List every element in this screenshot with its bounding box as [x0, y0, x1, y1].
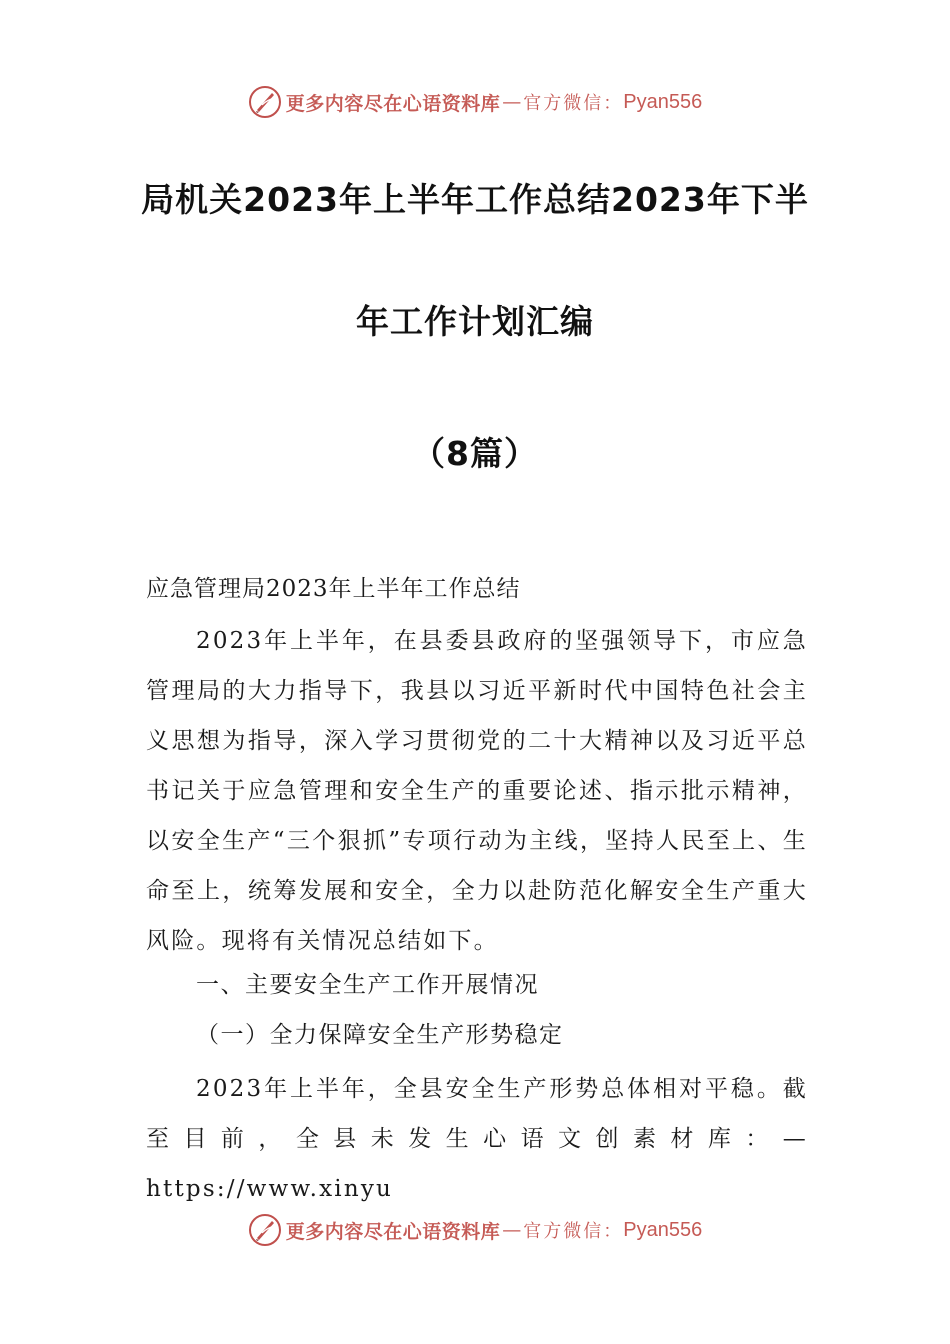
banner-separator: — — [502, 1219, 522, 1241]
header-watermark-banner — [0, 82, 950, 122]
banner-site-text: 更多内容尽在心语资料库 — [285, 1220, 501, 1243]
document-title-count: （8篇） — [412, 434, 538, 473]
document-title-line-1: 局机关2023年上半年工作总结2023年下半 — [141, 180, 809, 219]
banner-wechat-id: Pyan556 — [623, 1218, 703, 1241]
banner-wechat-label: 官方微信： — [523, 93, 624, 114]
quill-logo-icon — [248, 85, 282, 119]
quill-logo-icon — [248, 1213, 282, 1247]
banner-separator: — — [502, 91, 522, 113]
banner-wechat-id: Pyan556 — [623, 90, 703, 113]
footer-watermark-banner — [0, 1210, 950, 1250]
heading-level-1: 一、主要安全生产工作开展情况 — [196, 972, 539, 998]
document-title-line-2: 年工作计划汇编 — [356, 302, 594, 341]
body-paragraph-1: 2023年上半年，在县委县政府的坚强领导下，市应急管理局的大力指导下，我县以习近平新时代中国特色社会主义思想为指导，深入学习贯彻党的二十大精神以及习近平总书记关于应急管理和安全生产的重要论述、指示批示精神，以安全生产“三个狠抓”专项行动为主线，坚持人民至上、生命至上，统筹发展和安全，全力以赴防范化解安全生产重大风险。现将有关情况总结如下。 — [146, 628, 808, 954]
body-paragraph-2: 2023年上半年，全县安全生产形势总体相对平稳。截至目前，全县未发生心语文创素材库：—https://www.xinyu — [146, 1076, 808, 1202]
banner-site-text: 更多内容尽在心语资料库 — [285, 92, 501, 115]
section-title: 应急管理局2023年上半年工作总结 — [146, 576, 521, 602]
banner-wechat-label: 官方微信： — [523, 1221, 624, 1242]
heading-level-2: （一）全力保障安全生产形势稳定 — [196, 1022, 564, 1048]
